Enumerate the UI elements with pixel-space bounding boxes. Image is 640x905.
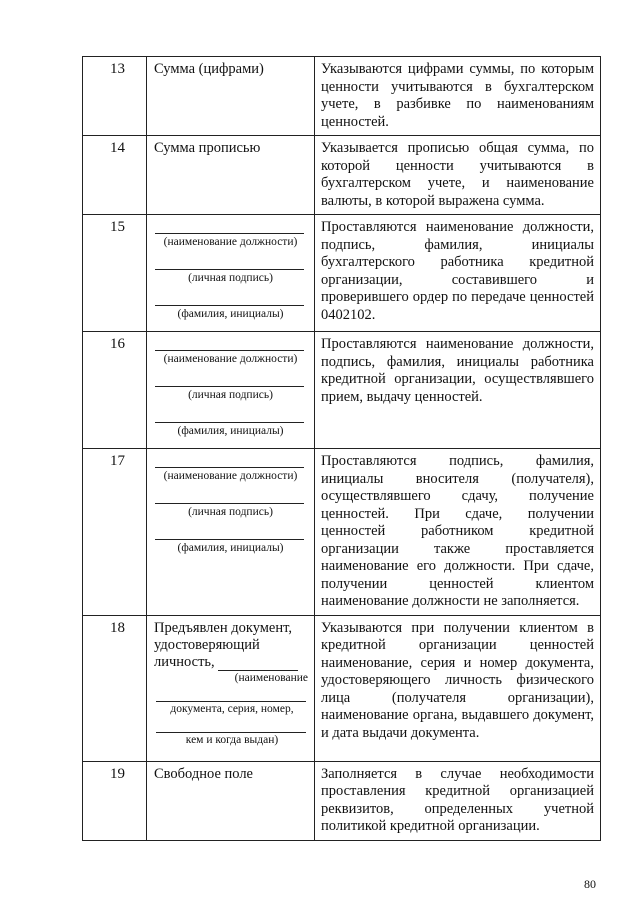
- field-name: Сумма (цифрами): [154, 61, 264, 77]
- signature-block: [147, 449, 314, 555]
- row-number: 17: [110, 453, 125, 469]
- table-row: [83, 615, 601, 761]
- caption-signature: (личная подпись): [188, 389, 273, 401]
- row-number: 14: [110, 140, 125, 156]
- signature-block: [147, 215, 314, 321]
- field-description: Проставляются подпись, фамилия, инициалы вносителя (получателя), осуществлявшего сдачу, получение ценностей. При сдаче, получении ценностей работником кредитной организации также проставляется наименование его должности. При сдаче, получении ценностей клиентом наименование должности не заполняется.: [321, 453, 594, 609]
- field-description: Заполняется в случае необходимости проставления кредитной организацией реквизитов, определенных учетной политикой кредитной организации.: [321, 765, 594, 834]
- caption-issued-by: кем и когда выдан): [185, 733, 279, 746]
- blank-line: [155, 340, 304, 351]
- caption-position: (наименование должности): [163, 353, 298, 365]
- blank-line: [155, 223, 304, 234]
- caption-signature: (личная подпись): [188, 506, 273, 518]
- blank-line: [156, 691, 306, 702]
- table-row: [83, 761, 601, 840]
- caption-name: (фамилия, инициалы): [177, 542, 284, 554]
- caption-name: (фамилия, инициалы): [177, 308, 284, 320]
- form-fields-table: [82, 56, 601, 841]
- document-field: [147, 616, 314, 747]
- table-row: [83, 332, 601, 449]
- blank-line: [155, 376, 304, 387]
- blank-line: [156, 722, 306, 733]
- table-row: [83, 136, 601, 215]
- row-number: 18: [110, 619, 125, 636]
- blank-line: [155, 457, 304, 468]
- blank-line: [155, 259, 304, 270]
- table-row: [83, 449, 601, 616]
- caption-position: (наименование должности): [163, 236, 298, 248]
- field-description: Указываются цифрами суммы, по которым ценности учитываются в бухгалтерском учете, в разбивке по наименованиям ценностей.: [321, 61, 594, 130]
- field-line: удостоверяющий: [154, 636, 260, 653]
- blank-line: [155, 529, 304, 540]
- caption-signature: (личная подпись): [188, 272, 273, 284]
- field-line: личность,: [154, 653, 215, 670]
- caption-position: (наименование должности): [163, 470, 298, 482]
- caption-name: (фамилия, инициалы): [177, 425, 284, 437]
- row-number: 16: [110, 336, 125, 352]
- page-number: 80: [584, 877, 596, 891]
- field-line-with-blank: [154, 654, 310, 671]
- blank-line: [155, 295, 304, 306]
- table-row: [83, 57, 601, 136]
- field-description: Проставляются наименование должности, подпись, фамилия, инициалы работника кредитной организации, осуществлявшего прием, выдачу ценностей.: [321, 336, 594, 405]
- caption-document-name: (наименование: [234, 671, 308, 684]
- row-number: 15: [110, 219, 125, 235]
- blank-line: [218, 659, 298, 671]
- signature-block: [147, 332, 314, 438]
- field-description: Указывается прописью общая сумма, по которой ценности учитываются в бухгалтерском учете, и наименование валюты, в которой выражена сумма.: [321, 140, 594, 209]
- row-number: 13: [110, 61, 125, 77]
- table-row: [83, 215, 601, 332]
- field-description: Проставляются наименование должности, подпись, фамилия, инициалы бухгалтерского работника кредитной организации, составившего и проверившего ордер по передаче ценностей 0402102.: [321, 219, 594, 323]
- field-description: Указываются при получении клиентом в кредитной организации ценностей наименование, серия и номер документа, удостоверяющего личность физического лица (получателя организации), наименование органа, выдавшего документ, и дата выдачи документа.: [321, 619, 594, 741]
- caption-document-series: документа, серия, номер,: [170, 702, 294, 715]
- blank-line: [155, 412, 304, 423]
- field-line: Предъявлен документ,: [154, 619, 292, 636]
- field-name: Свободное поле: [154, 765, 253, 782]
- row-number: 19: [110, 765, 125, 782]
- field-name: Сумма прописью: [154, 140, 261, 156]
- blank-line: [155, 493, 304, 504]
